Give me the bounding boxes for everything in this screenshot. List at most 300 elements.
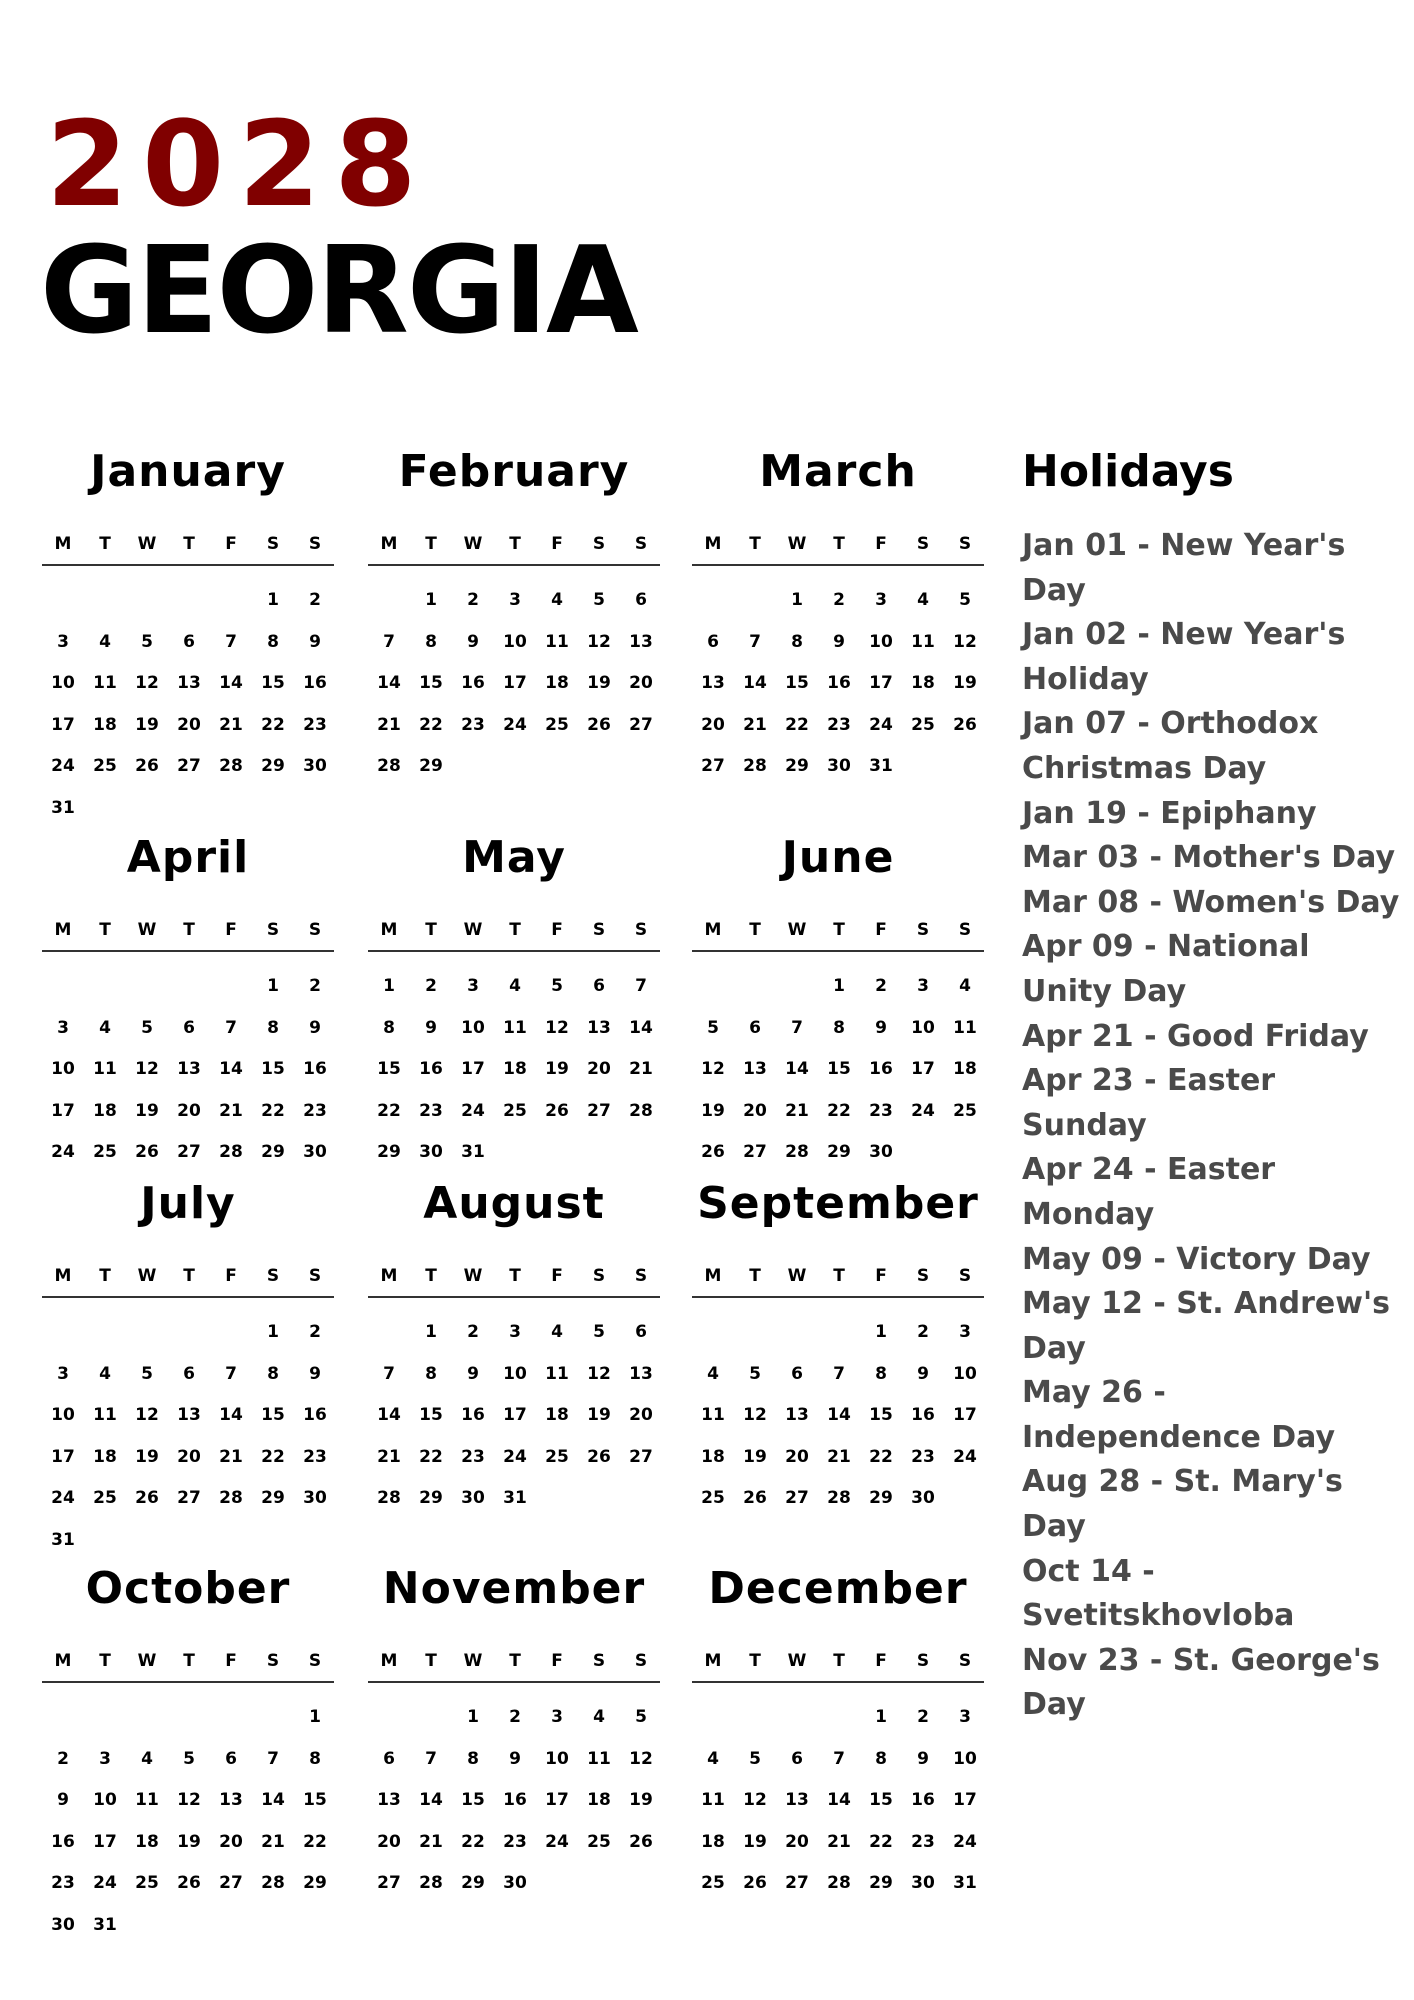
weekday-label: W: [463, 920, 483, 940]
day-cell: 29: [261, 1142, 285, 1162]
day-cell: 22: [785, 714, 809, 735]
day-cell: 19: [135, 714, 159, 735]
day-cell: 23: [911, 1446, 935, 1467]
day-cell: 5: [707, 1017, 719, 1038]
day-cell: 4: [593, 1707, 605, 1727]
weekday-label: T: [509, 920, 521, 940]
holiday-item: Apr 21 - Good Friday: [1022, 1018, 1369, 1054]
day-cell: 26: [701, 1142, 725, 1162]
day-cell: 3: [99, 1748, 111, 1769]
day-cell: 7: [833, 1748, 845, 1769]
weekday-header: [368, 1264, 660, 1288]
holiday-item: Apr 09 - National Unity Day: [1022, 929, 1310, 1009]
day-cell: 11: [135, 1790, 159, 1810]
day-cell: 8: [383, 1017, 395, 1038]
month-name: February: [398, 446, 630, 497]
day-cell: 12: [743, 1405, 767, 1425]
day-cell: 12: [135, 673, 159, 693]
day-cell: 19: [743, 1446, 767, 1467]
day-cell: 7: [749, 631, 761, 652]
weekday-label: S: [916, 920, 930, 940]
day-cell: 30: [461, 1488, 485, 1508]
day-cell: 10: [503, 631, 527, 652]
month-name: December: [708, 1563, 968, 1614]
day-cell: 5: [141, 1363, 153, 1384]
day-cell: 28: [219, 1142, 243, 1162]
day-cell: 25: [587, 1831, 611, 1852]
day-cell: 4: [509, 976, 521, 996]
day-cell: 29: [869, 1873, 893, 1893]
day-cell: 21: [827, 1446, 851, 1467]
day-cell: 16: [303, 1405, 327, 1425]
month-july: [42, 1178, 334, 1552]
day-cell: 22: [261, 1100, 285, 1121]
day-cell: 25: [545, 714, 569, 735]
day-cell: 13: [219, 1790, 243, 1810]
day-cell: 14: [261, 1790, 285, 1810]
weekday-label: F: [225, 920, 237, 940]
weekday-label: S: [308, 1651, 322, 1671]
day-cell: 22: [419, 714, 443, 735]
day-cell: 25: [953, 1100, 977, 1121]
day-cell: 24: [869, 714, 893, 735]
day-cell: 2: [917, 1322, 929, 1342]
day-cell: 17: [545, 1790, 569, 1810]
day-cell: 26: [135, 1142, 159, 1162]
weekday-label: M: [54, 1651, 72, 1671]
month-january: [42, 446, 334, 820]
day-cell: 1: [267, 1322, 279, 1342]
day-cell: 25: [503, 1100, 527, 1121]
day-cell: 1: [267, 976, 279, 996]
day-cell: 12: [587, 631, 611, 652]
day-cell: 17: [93, 1831, 117, 1852]
holiday-item: Jan 07 - Orthodox Christmas Day: [1022, 706, 1319, 786]
day-cell: 15: [827, 1059, 851, 1079]
weekday-label: S: [308, 534, 322, 554]
day-cell: 21: [261, 1831, 285, 1852]
day-cell: 19: [177, 1831, 201, 1852]
weekday-label: S: [592, 1266, 606, 1286]
day-cell: 8: [467, 1748, 479, 1769]
day-cell: 16: [911, 1405, 935, 1425]
weekday-header: [692, 532, 984, 556]
holidays-title: Holidays: [1022, 446, 1234, 497]
day-cell: 23: [911, 1831, 935, 1852]
day-cell: 13: [177, 673, 201, 693]
day-cell: 16: [461, 1405, 485, 1425]
day-cell: 11: [701, 1405, 725, 1425]
day-cell: 11: [545, 1363, 569, 1384]
weekday-label: S: [634, 920, 648, 940]
holiday-item: Mar 08 - Women's Day: [1022, 884, 1400, 920]
day-cell: 10: [503, 1363, 527, 1384]
day-cell: 20: [377, 1831, 401, 1852]
day-cell: 1: [425, 1322, 437, 1342]
weekday-label: M: [704, 534, 722, 554]
day-cell: 28: [629, 1100, 653, 1121]
day-cell: 24: [51, 1488, 75, 1508]
day-cell: 22: [419, 1446, 443, 1467]
day-cell: 27: [785, 1873, 809, 1893]
day-cell: 26: [545, 1100, 569, 1121]
weekday-header: [692, 1649, 984, 1673]
weekday-label: F: [551, 534, 563, 554]
day-cell: 18: [911, 673, 935, 693]
day-cell: 1: [875, 1707, 887, 1727]
weekday-label: T: [99, 1651, 111, 1671]
day-cell: 6: [183, 1017, 195, 1038]
day-cell: 16: [51, 1831, 75, 1852]
weekday-label: F: [225, 534, 237, 554]
day-cell: 28: [219, 1488, 243, 1508]
month-name: November: [382, 1563, 646, 1614]
calendar-year: 2028: [46, 95, 431, 233]
day-cell: 16: [869, 1059, 893, 1079]
weekday-label: F: [225, 1266, 237, 1286]
day-cell: 30: [51, 1914, 75, 1935]
day-cell: 17: [51, 1446, 75, 1467]
day-cell: 15: [261, 673, 285, 693]
day-cell: 16: [303, 1059, 327, 1079]
day-cell: 29: [827, 1142, 851, 1162]
holiday-item: Apr 23 - Easter Sunday: [1022, 1063, 1276, 1143]
day-cell: 31: [93, 1914, 117, 1935]
day-cell: 17: [953, 1790, 977, 1810]
day-cell: 24: [51, 1142, 75, 1162]
day-cell: 9: [917, 1748, 929, 1769]
day-cell: 1: [383, 976, 395, 996]
day-cell: 27: [743, 1142, 767, 1162]
day-cell: 11: [93, 1059, 117, 1079]
day-cell: 17: [461, 1059, 485, 1079]
day-cell: 6: [749, 1017, 761, 1038]
weekday-label: M: [380, 1651, 398, 1671]
weekday-label: W: [137, 1651, 157, 1671]
day-cell: 18: [953, 1059, 977, 1079]
weekday-label: T: [833, 1651, 845, 1671]
month-november: [368, 1563, 660, 1937]
day-cell: 3: [509, 1322, 521, 1342]
day-cell: 16: [419, 1059, 443, 1079]
day-cell: 2: [875, 976, 887, 996]
day-cell: 21: [827, 1831, 851, 1852]
day-cell: 20: [785, 1446, 809, 1467]
day-cell: 27: [785, 1488, 809, 1508]
day-cell: 9: [833, 631, 845, 652]
day-cell: 6: [183, 1363, 195, 1384]
day-cell: 26: [743, 1873, 767, 1893]
day-cell: 6: [593, 976, 605, 996]
day-cell: 12: [545, 1017, 569, 1038]
day-cell: 18: [93, 1446, 117, 1467]
weekday-label: S: [266, 1266, 280, 1286]
day-cell: 26: [135, 1488, 159, 1508]
weekday-label: T: [183, 1651, 195, 1671]
month-divider: [692, 950, 984, 952]
weekday-label: T: [425, 1651, 437, 1671]
day-cell: 26: [135, 756, 159, 776]
weekday-label: F: [551, 920, 563, 940]
day-cell: 14: [827, 1405, 851, 1425]
weekday-header: [692, 1264, 984, 1288]
day-cell: 13: [587, 1017, 611, 1038]
day-cell: 13: [177, 1059, 201, 1079]
day-cell: 31: [953, 1873, 977, 1893]
day-cell: 13: [785, 1405, 809, 1425]
day-cell: 1: [833, 976, 845, 996]
day-cell: 17: [953, 1405, 977, 1425]
day-cell: 31: [869, 756, 893, 776]
day-cell: 14: [219, 673, 243, 693]
day-cell: 14: [219, 1405, 243, 1425]
day-cell: 7: [791, 1017, 803, 1038]
day-cell: 2: [467, 590, 479, 610]
weekday-label: F: [551, 1651, 563, 1671]
weekday-label: S: [958, 1266, 972, 1286]
day-cell: 12: [135, 1059, 159, 1079]
weekday-label: T: [183, 1266, 195, 1286]
weekday-label: S: [266, 1651, 280, 1671]
day-cell: 20: [177, 714, 201, 735]
day-cell: 20: [629, 1405, 653, 1425]
day-cell: 29: [869, 1488, 893, 1508]
weekday-label: M: [704, 920, 722, 940]
holiday-item: Aug 28 - St. Mary's Day: [1022, 1464, 1343, 1545]
day-cell: 22: [461, 1831, 485, 1852]
month-divider: [368, 1296, 660, 1298]
day-cell: 29: [419, 756, 443, 776]
month-name: March: [759, 446, 917, 497]
weekday-label: S: [634, 534, 648, 554]
day-cell: 12: [629, 1748, 653, 1769]
day-cell: 25: [93, 756, 117, 776]
day-cell: 11: [93, 1405, 117, 1425]
day-cell: 11: [701, 1790, 725, 1810]
day-cell: 12: [701, 1059, 725, 1079]
day-cell: 20: [177, 1100, 201, 1121]
holiday-item: May 12 - St. Andrew's Day: [1022, 1286, 1390, 1366]
weekday-label: W: [787, 534, 807, 554]
day-cell: 12: [953, 631, 977, 652]
day-cell: 14: [785, 1059, 809, 1079]
day-cell: 21: [785, 1100, 809, 1121]
day-cell: 10: [93, 1790, 117, 1810]
day-cell: 15: [869, 1790, 893, 1810]
holiday-item: Apr 24 - Easter Monday: [1022, 1152, 1276, 1232]
day-cell: 3: [917, 976, 929, 996]
weekday-label: S: [592, 534, 606, 554]
day-cell: 17: [51, 1100, 75, 1121]
weekday-label: T: [99, 920, 111, 940]
day-cell: 23: [419, 1100, 443, 1121]
day-cell: 7: [225, 631, 237, 652]
day-cell: 18: [93, 1100, 117, 1121]
day-cell: 7: [225, 1017, 237, 1038]
day-cell: 19: [587, 673, 611, 693]
day-cell: 7: [833, 1363, 845, 1384]
weekday-header: [42, 532, 334, 556]
day-cell: 24: [503, 714, 527, 735]
day-cell: 25: [135, 1873, 159, 1893]
weekday-label: S: [958, 920, 972, 940]
holiday-item: Jan 02 - New Year's Holiday: [1022, 617, 1346, 697]
month-august: [368, 1178, 660, 1552]
month-name: January: [90, 446, 286, 497]
weekday-label: T: [509, 534, 521, 554]
weekday-label: F: [875, 1651, 887, 1671]
weekday-label: W: [787, 920, 807, 940]
day-cell: 28: [827, 1488, 851, 1508]
holiday-item: Mar 03 - Mother's Day: [1022, 840, 1395, 876]
weekday-label: F: [875, 1266, 887, 1286]
holiday-item: May 26 - Independence Day: [1022, 1375, 1336, 1455]
weekday-label: T: [509, 1266, 521, 1286]
weekday-label: M: [54, 1266, 72, 1286]
day-cell: 26: [953, 714, 977, 735]
weekday-label: T: [425, 920, 437, 940]
day-cell: 15: [419, 673, 443, 693]
day-cell: 4: [99, 1363, 111, 1384]
day-cell: 23: [869, 1100, 893, 1121]
day-cell: 7: [267, 1748, 279, 1769]
day-cell: 15: [377, 1059, 401, 1079]
month-february: [368, 446, 660, 820]
day-cell: 25: [545, 1446, 569, 1467]
day-cell: 11: [503, 1017, 527, 1038]
day-cell: 15: [419, 1405, 443, 1425]
month-divider: [692, 1296, 984, 1298]
day-cell: 20: [587, 1059, 611, 1079]
day-cell: 22: [869, 1446, 893, 1467]
day-cell: 7: [383, 1363, 395, 1384]
day-cell: 22: [377, 1100, 401, 1121]
month-name: August: [423, 1178, 605, 1229]
day-cell: 24: [953, 1831, 977, 1852]
weekday-header: [368, 1649, 660, 1673]
day-cell: 8: [791, 631, 803, 652]
day-cell: 6: [225, 1748, 237, 1769]
day-cell: 27: [587, 1100, 611, 1121]
day-cell: 26: [177, 1873, 201, 1893]
country-title: GEORGIA: [40, 222, 637, 361]
weekday-label: T: [749, 534, 761, 554]
day-cell: 14: [743, 673, 767, 693]
day-cell: 19: [587, 1405, 611, 1425]
day-cell: 5: [959, 590, 971, 610]
weekday-label: T: [99, 534, 111, 554]
day-cell: 18: [503, 1059, 527, 1079]
day-cell: 9: [309, 1363, 321, 1384]
weekday-label: S: [634, 1266, 648, 1286]
day-cell: 4: [551, 1322, 563, 1342]
day-cell: 16: [461, 673, 485, 693]
weekday-label: S: [266, 534, 280, 554]
day-cell: 3: [509, 590, 521, 610]
month-march: [692, 446, 984, 820]
day-cell: 14: [377, 673, 401, 693]
day-cell: 20: [701, 714, 725, 735]
day-cell: 22: [261, 1446, 285, 1467]
day-cell: 6: [707, 631, 719, 652]
day-cell: 29: [785, 756, 809, 776]
day-cell: 31: [503, 1488, 527, 1508]
day-cell: 5: [593, 590, 605, 610]
day-cell: 25: [701, 1873, 725, 1893]
month-divider: [368, 1681, 660, 1683]
day-cell: 4: [551, 590, 563, 610]
day-cell: 8: [267, 1363, 279, 1384]
day-cell: 13: [629, 631, 653, 652]
weekday-label: S: [916, 1266, 930, 1286]
day-cell: 14: [419, 1790, 443, 1810]
month-divider: [42, 1681, 334, 1683]
day-cell: 23: [461, 1446, 485, 1467]
day-cell: 21: [629, 1059, 653, 1079]
day-cell: 23: [303, 714, 327, 735]
day-cell: 12: [135, 1405, 159, 1425]
weekday-label: F: [225, 1651, 237, 1671]
day-cell: 27: [177, 1488, 201, 1508]
weekday-header: [42, 1649, 334, 1673]
day-cell: 14: [377, 1405, 401, 1425]
month-divider: [368, 950, 660, 952]
day-cell: 16: [503, 1790, 527, 1810]
day-cell: 28: [377, 1488, 401, 1508]
weekday-label: W: [137, 534, 157, 554]
day-cell: 19: [545, 1059, 569, 1079]
day-cell: 7: [383, 631, 395, 652]
month-september: [692, 1178, 984, 1552]
day-cell: 1: [425, 590, 437, 610]
day-cell: 1: [309, 1707, 321, 1727]
weekday-label: T: [183, 920, 195, 940]
day-cell: 15: [461, 1790, 485, 1810]
day-cell: 9: [425, 1017, 437, 1038]
day-cell: 17: [503, 673, 527, 693]
day-cell: 25: [911, 714, 935, 735]
day-cell: 18: [587, 1790, 611, 1810]
day-cell: 27: [701, 756, 725, 776]
day-cell: 16: [303, 673, 327, 693]
day-cell: 9: [875, 1017, 887, 1038]
weekday-label: T: [183, 534, 195, 554]
day-cell: 7: [225, 1363, 237, 1384]
day-cell: 18: [545, 1405, 569, 1425]
day-cell: 28: [219, 756, 243, 776]
day-cell: 21: [743, 714, 767, 735]
day-cell: 23: [827, 714, 851, 735]
month-divider: [42, 950, 334, 952]
day-cell: 18: [701, 1831, 725, 1852]
day-cell: 3: [467, 976, 479, 996]
day-cell: 3: [551, 1707, 563, 1727]
day-cell: 22: [869, 1831, 893, 1852]
day-cell: 16: [911, 1790, 935, 1810]
day-cell: 30: [303, 1488, 327, 1508]
day-cell: 31: [51, 797, 75, 818]
day-cell: 26: [743, 1488, 767, 1508]
day-cell: 18: [93, 714, 117, 735]
day-cell: 21: [419, 1831, 443, 1852]
day-cell: 8: [425, 1363, 437, 1384]
day-cell: 7: [425, 1748, 437, 1769]
weekday-header: [692, 918, 984, 942]
day-cell: 9: [917, 1363, 929, 1384]
day-cell: 15: [303, 1790, 327, 1810]
day-cell: 11: [911, 631, 935, 652]
day-cell: 27: [177, 1142, 201, 1162]
